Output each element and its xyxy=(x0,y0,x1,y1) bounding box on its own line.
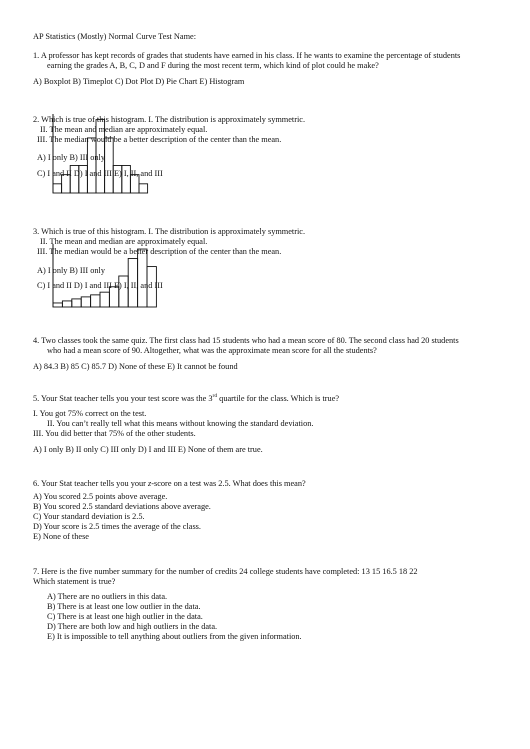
q3-line-1: 3. Which is true of this histogram. I. The distribution is approximately symmetric. xyxy=(33,227,306,236)
q6-choice-c: C) Your standard deviation is 2.5. xyxy=(33,512,145,521)
histogram-bar xyxy=(79,165,88,193)
page-title: AP Statistics (Mostly) Normal Curve Test Name: xyxy=(33,32,197,41)
histogram-bar xyxy=(109,287,118,307)
histogram-bar xyxy=(70,165,79,193)
histogram-bar xyxy=(62,175,71,193)
q1-line-1: 1. A professor has kept records of grades that students have earned in his class. If he wants to examine the percentage of students xyxy=(33,51,461,60)
histogram-bar xyxy=(138,249,147,307)
q6-choice-d: D) Your score is 2.5 times the average of the class. xyxy=(33,522,201,531)
histogram-bar xyxy=(130,175,139,193)
histogram-bar xyxy=(105,138,114,193)
histogram-bar xyxy=(113,165,122,193)
histogram-bar xyxy=(87,138,96,193)
q7-choice-a: A) There are no outliers in this data. xyxy=(47,592,168,601)
q1-line-2: earning the grades A, B, C, D and F during the most recent term, which kind of plot could he make? xyxy=(47,61,379,70)
q6-choice-b: B) You scored 2.5 standard deviations above average. xyxy=(33,502,211,511)
histogram-bar xyxy=(81,297,90,307)
q7-line-1: 7. Here is the five number summary for the number of credits 24 college students have completed: 13 15 16.5 18 22 xyxy=(33,567,418,576)
q4-line-2: who had a mean score of 90. Altogether, what was the approximate mean score for all the students? xyxy=(47,346,377,355)
histogram-bar xyxy=(72,299,81,307)
q5-statement-2: II. You can’t really tell what this means without knowing the standard deviation. xyxy=(47,419,314,428)
q5-statement-3: III. You did better that 75% of the other students. xyxy=(33,429,196,438)
q4-choices: A) 84.3 B) 85 C) 85.7 D) None of these E) It cannot be found xyxy=(33,362,238,371)
histogram-1 xyxy=(50,114,150,194)
histogram-bar xyxy=(62,301,71,307)
q2-line-2: II. The mean and median are approximately equal. xyxy=(40,125,208,134)
histogram-bar xyxy=(128,258,137,307)
q6-choice-a: A) You scored 2.5 points above average. xyxy=(33,492,168,501)
histogram-bar xyxy=(91,295,100,307)
q6-choice-e: E) None of these xyxy=(33,532,89,541)
q7-choice-e: E) It is impossible to tell anything about outliers from the given information. xyxy=(47,632,302,641)
q7-choice-d: D) There are both low and high outliers in the data. xyxy=(47,622,218,631)
q5-choices: A) I only B) II only C) III only D) I and III E) None of them are true. xyxy=(33,445,263,454)
histogram-bar xyxy=(53,303,62,307)
histogram-bar xyxy=(139,184,148,193)
q1-choices: A) Boxplot B) Timeplot C) Dot Plot D) Pie Chart E) Histogram xyxy=(33,77,245,86)
q5-stem-superscript: rd xyxy=(212,393,218,400)
q3-line-3: III. The median would be a better description of the center than the mean. xyxy=(37,247,282,256)
q2-line-3: III. The median would be a better description of the center than the mean. xyxy=(37,135,282,144)
histogram-2 xyxy=(50,244,160,308)
histogram-bar xyxy=(53,184,62,193)
histogram-bar xyxy=(100,292,109,307)
q7-choice-c: C) There is at least one high outlier in the data. xyxy=(47,612,203,621)
histogram-bar xyxy=(122,165,131,193)
histogram-bar xyxy=(147,267,156,307)
q5-stem: 5. Your Stat teacher tells you your test score was the 3rd quartile for the class. Which is true? xyxy=(33,393,340,403)
q5-statement-1: I. You got 75% correct on the test. xyxy=(33,409,147,418)
q7-line-2: Which statement is true? xyxy=(33,577,116,586)
q7-choice-b: B) There is at least one low outlier in the data. xyxy=(47,602,201,611)
q2-line-1: 2. Which is true of this histogram. I. The distribution is approximately symmetric. xyxy=(33,115,306,124)
q6-stem: 6. Your Stat teacher tells you your z-score on a test was 2.5. What does this mean? xyxy=(33,479,306,488)
q2-choice-c: C) I and II D) I and III E) I, II, and III xyxy=(37,169,163,178)
histogram-bar xyxy=(119,276,128,307)
q3-line-2: II. The mean and median are approximately equal. xyxy=(40,237,208,246)
q4-line-1: 4. Two classes took the same quiz. The first class had 15 students who had a mean score of 80. The second class had 20 students xyxy=(33,336,459,345)
histogram-bar xyxy=(96,120,105,193)
q2-choice-a: A) I only B) III only xyxy=(37,153,105,162)
q3-choice-c: C) I and II D) I and III E) I, II, and III xyxy=(37,281,163,290)
q3-choice-a: A) I only B) III only xyxy=(37,266,105,275)
